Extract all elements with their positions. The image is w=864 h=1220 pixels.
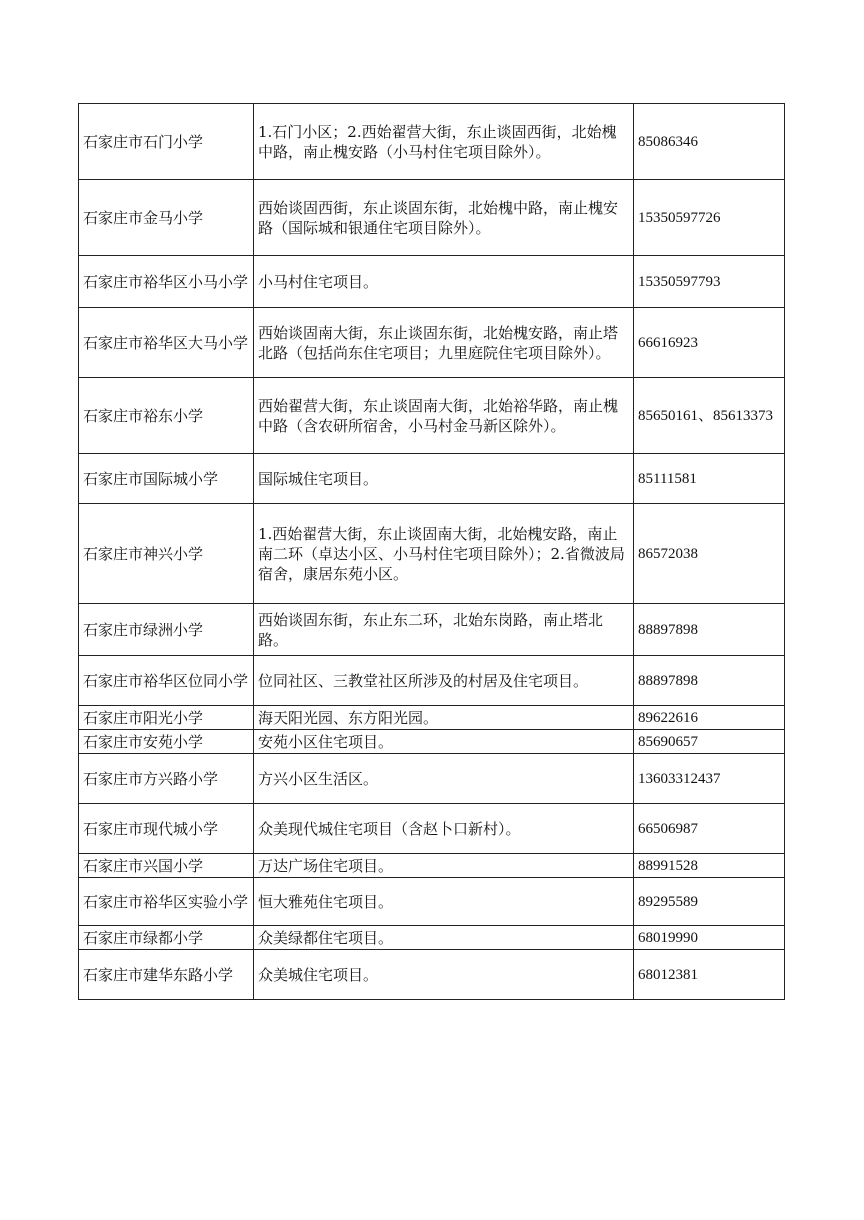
table-row [79, 104, 785, 180]
phone-cell: 85086346 [634, 104, 785, 180]
phone-cell: 88897898 [634, 604, 785, 656]
table-row [79, 706, 785, 730]
table-row [79, 878, 785, 926]
school-name-cell: 石家庄市安苑小学 [79, 730, 254, 754]
school-name-cell: 石家庄市裕华区小马小学 [79, 256, 254, 308]
school-name-cell: 石家庄市裕华区实验小学 [79, 878, 254, 926]
table-row [79, 754, 785, 804]
district-area-cell: 小马村住宅项目。 [254, 256, 634, 308]
district-area-cell: 西始谈固南大街，东止谈固东街，北始槐安路，南止塔北路（包括尚东住宅项目；九里庭院住宅项目除外）。 [254, 308, 634, 378]
phone-cell: 68019990 [634, 926, 785, 950]
phone-cell: 66506987 [634, 804, 785, 854]
table-row [79, 378, 785, 454]
district-area-cell: 国际城住宅项目。 [254, 454, 634, 504]
school-name-cell: 石家庄市绿都小学 [79, 926, 254, 950]
school-district-table [78, 103, 785, 1000]
district-area-cell: 1.西始翟营大街，东止谈固南大街，北始槐安路，南止南二环（卓达小区、小马村住宅项目除外）；2.省微波局宿舍，康居东苑小区。 [254, 504, 634, 604]
district-area-cell: 1.石门小区；2.西始翟营大街，东止谈固西街，北始槐中路，南止槐安路（小马村住宅项目除外）。 [254, 104, 634, 180]
table-row [79, 854, 785, 878]
table-body [79, 104, 785, 1000]
district-area-cell: 众美城住宅项目。 [254, 950, 634, 1000]
table-row [79, 180, 785, 256]
school-name-cell: 石家庄市金马小学 [79, 180, 254, 256]
phone-cell: 68012381 [634, 950, 785, 1000]
phone-cell: 15350597793 [634, 256, 785, 308]
phone-cell: 89622616 [634, 706, 785, 730]
district-area-cell: 方兴小区生活区。 [254, 754, 634, 804]
district-area-cell: 海天阳光园、东方阳光园。 [254, 706, 634, 730]
phone-cell: 86572038 [634, 504, 785, 604]
school-name-cell: 石家庄市现代城小学 [79, 804, 254, 854]
table-row [79, 454, 785, 504]
district-area-cell: 万达广场住宅项目。 [254, 854, 634, 878]
table-row [79, 308, 785, 378]
phone-cell: 88897898 [634, 656, 785, 706]
table-row [79, 804, 785, 854]
district-area-cell: 位同社区、三教堂社区所涉及的村居及住宅项目。 [254, 656, 634, 706]
table-row [79, 926, 785, 950]
school-name-cell: 石家庄市绿洲小学 [79, 604, 254, 656]
school-name-cell: 石家庄市国际城小学 [79, 454, 254, 504]
school-name-cell: 石家庄市阳光小学 [79, 706, 254, 730]
table-row [79, 604, 785, 656]
school-name-cell: 石家庄市神兴小学 [79, 504, 254, 604]
school-name-cell: 石家庄市裕华区大马小学 [79, 308, 254, 378]
table-row [79, 504, 785, 604]
district-area-cell: 西始谈固西街，东止谈固东街，北始槐中路，南止槐安路（国际城和银通住宅项目除外）。 [254, 180, 634, 256]
district-area-cell: 西始翟营大街，东止谈固南大街，北始裕华路，南止槐中路（含农研所宿舍，小马村金马新区除外）。 [254, 378, 634, 454]
school-name-cell: 石家庄市方兴路小学 [79, 754, 254, 804]
phone-cell: 85690657 [634, 730, 785, 754]
phone-cell: 85111581 [634, 454, 785, 504]
school-name-cell: 石家庄市兴国小学 [79, 854, 254, 878]
district-area-cell: 安苑小区住宅项目。 [254, 730, 634, 754]
school-name-cell: 石家庄市建华东路小学 [79, 950, 254, 1000]
district-area-cell: 众美现代城住宅项目（含赵卜口新村）。 [254, 804, 634, 854]
table-row [79, 656, 785, 706]
phone-cell: 13603312437 [634, 754, 785, 804]
school-name-cell: 石家庄市裕东小学 [79, 378, 254, 454]
table-row [79, 950, 785, 1000]
school-name-cell: 石家庄市裕华区位同小学 [79, 656, 254, 706]
phone-cell: 88991528 [634, 854, 785, 878]
district-area-cell: 恒大雅苑住宅项目。 [254, 878, 634, 926]
phone-cell: 15350597726 [634, 180, 785, 256]
school-name-cell: 石家庄市石门小学 [79, 104, 254, 180]
table-row [79, 730, 785, 754]
table-row [79, 256, 785, 308]
phone-cell: 85650161、85613373 [634, 378, 785, 454]
district-area-cell: 众美绿都住宅项目。 [254, 926, 634, 950]
district-area-cell: 西始谈固东街，东止东二环，北始东岗路，南止塔北路。 [254, 604, 634, 656]
phone-cell: 66616923 [634, 308, 785, 378]
phone-cell: 89295589 [634, 878, 785, 926]
